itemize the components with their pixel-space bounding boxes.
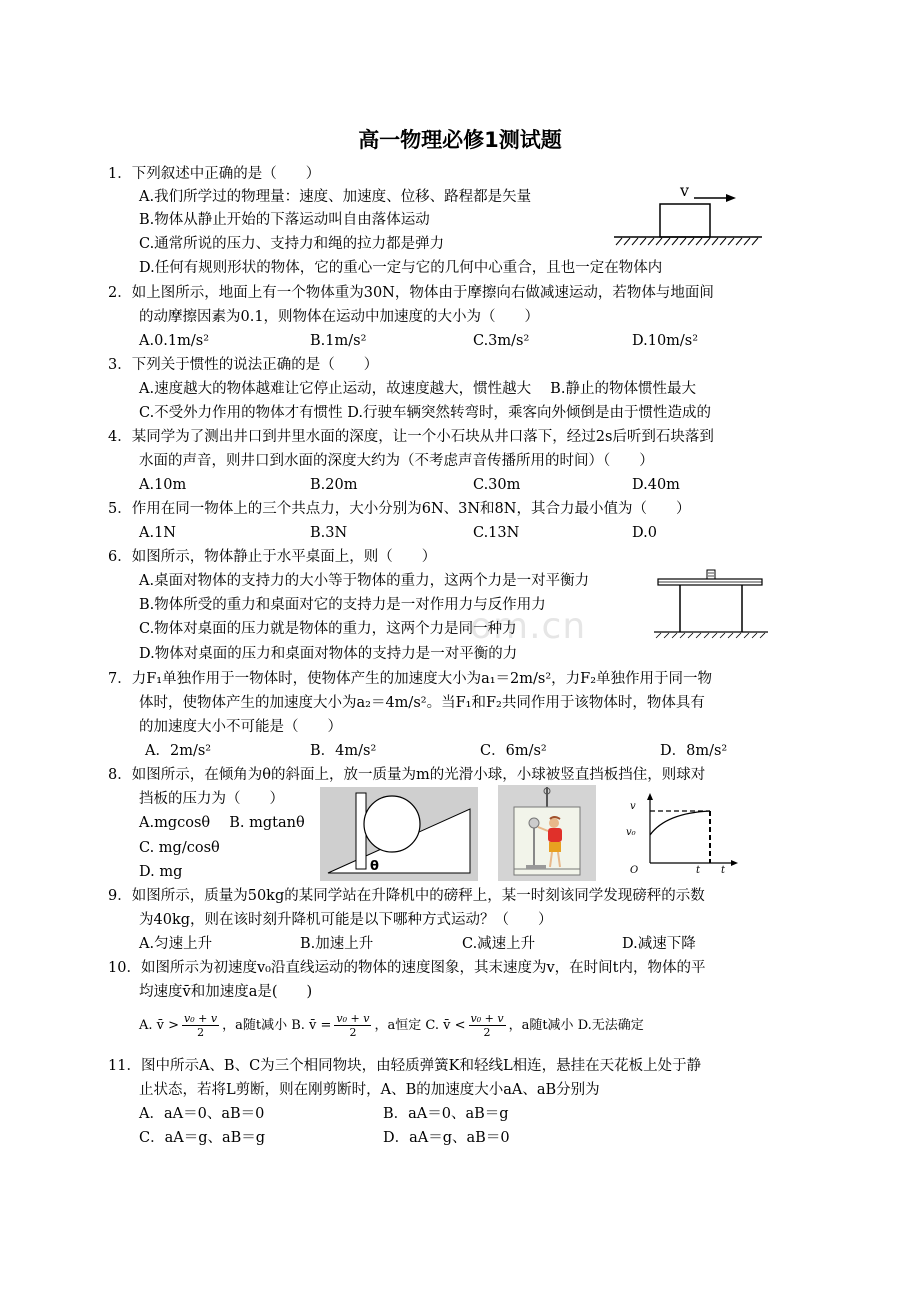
q7-option-c: C．6m/s² (480, 743, 547, 759)
graph-v-label: v (630, 801, 636, 812)
q4-option-b: B.20m (310, 477, 358, 493)
question-7-cont2: 的加速度大小不可能是（ ） (139, 719, 342, 735)
q10-options (139, 1012, 644, 1039)
incline-ball-figure (320, 787, 478, 881)
q6-option-c: C.物体对桌面的压力就是物体的重力，这两个力是同一种力 (139, 621, 517, 637)
q4-option-c: C.30m (473, 477, 521, 493)
graph-v0-label: v₀ (626, 827, 636, 838)
question-11: 11．图中所示A、B、C为三个相同物块，由轻质弹簧K和轻线L相连，悬挂在天花板上处于静 (108, 1058, 702, 1074)
q2-option-d: D.10m/s² (632, 333, 699, 349)
q5-option-b: B.3N (310, 525, 348, 541)
watermark: om.cn (470, 606, 587, 647)
q6-option-a: A.桌面对物体的支持力的大小等于物体的重力，这两个力是一对平衡力 (139, 573, 590, 589)
elevator-scale-figure (498, 785, 596, 881)
question-10: 10．如图所示为初速度v₀沿直线运动的物体的速度图象，其末速度为v，在时间t内，物体的平 (108, 960, 706, 976)
q11-option-d: D．aA＝g、aB＝0 (383, 1130, 510, 1146)
question-9: 9．如图所示，质量为50kg的某同学站在升降机中的磅秤上，某一时刻该同学发现磅秤的示数 (108, 888, 705, 904)
question-3: 3．下列关于惯性的说法正确的是（ ） (108, 357, 379, 373)
q9-option-b: B.加速上升 (300, 936, 374, 952)
q3-options-ab: A.速度越大的物体越难让它停止运动，故速度越大，惯性越大 B.静止的物体惯性最大 (139, 381, 696, 397)
graph-t-axis-label: t (721, 865, 726, 876)
q7-option-b: B．4m/s² (310, 743, 377, 759)
table-figure (650, 566, 772, 640)
q9-option-a: A.匀速上升 (139, 936, 213, 952)
q11-option-a: A．aA＝0、aB＝0 (139, 1106, 265, 1122)
question-6: 6．如图所示，物体静止于水平桌面上，则（ ） (108, 549, 437, 565)
question-4-cont: 水面的声音，则井口到水面的深度大约为（不考虑声音传播所用的时间）（ ） (139, 453, 654, 469)
question-9-cont: 为40kg，则在该时刻升降机可能是以下哪种方式运动？（ ） (139, 912, 553, 928)
q1-option-c: C.通常所说的压力、支持力和绳的拉力都是弹力 (139, 236, 445, 252)
q11-option-c: C．aA＝g、aB＝g (139, 1130, 266, 1146)
q6-option-d: D.物体对桌面的压力和桌面对物体的支持力是一对平衡的力 (139, 646, 518, 662)
question-4: 4．某同学为了测出井口到井里水面的深度，让一个小石块从井口落下，经过2s后听到石块落到 (108, 429, 714, 445)
q2-option-a: A.0.1m/s² (139, 333, 210, 349)
question-5: 5．作用在同一物体上的三个共点力，大小分别为6N、3N和8N，其合力最小值为（ ） (108, 501, 691, 517)
page-title: 高一物理必修1测试题 (358, 128, 562, 152)
q10-option-d: D.无法确定 (577, 1018, 644, 1033)
velocity-time-graph (620, 791, 740, 877)
q6-option-b: B.物体所受的重力和桌面对它的支持力是一对作用力与反作用力 (139, 597, 546, 613)
q3-options-cd: C.不受外力作用的物体才有惯性 D.行驶车辆突然转弯时，乘客向外倾倒是由于惯性造成的 (139, 405, 712, 421)
q8-option-d: D. mg (139, 864, 183, 880)
question-7: 7．力F₁单独作用于一物体时，使物体产生的加速度大小为a₁＝2m/s²，力F₂单独作用于同一物 (108, 671, 713, 687)
q9-option-d: D.减速下降 (622, 936, 696, 952)
angle-label: θ (370, 859, 379, 874)
q10-option-a: A. v̄ > $\frac{\text{v₀ + v}}{2}$ ，a随t减小 (139, 1012, 288, 1039)
q1-option-d: D.任何有规则形状的物体，它的重心一定与它的几何中心重合，且也一定在物体内 (139, 260, 663, 276)
question-8-cont: 挡板的压力为（ ） (139, 791, 284, 807)
graph-t-label: t (696, 865, 701, 876)
graph-origin-label: O (630, 865, 639, 876)
question-2: 2．如上图所示，地面上有一个物体重为30N，物体由于摩擦向右做减速运动，若物体与地面间 (108, 285, 714, 301)
q10-option-b: B. v̄ = $\frac{\text{v₀ + v}}{2}$ ，a恒定 (291, 1012, 422, 1039)
question-8: 8．如图所示，在倾角为θ的斜面上，放一质量为m的光滑小球，小球被竖直挡板挡住，则球对 (108, 767, 706, 783)
question-11-cont: 止状态，若将L剪断，则在刚剪断时，A、B的加速度大小aA、aB分别为 (139, 1082, 600, 1098)
q1-option-b: B.物体从静止开始的下落运动叫自由落体运动 (139, 212, 430, 228)
block-on-ground-figure (610, 180, 770, 250)
q4-option-d: D.40m (632, 477, 680, 493)
q7-option-d: D．8m/s² (660, 743, 728, 759)
q7-option-a: A．2m/s² (145, 743, 212, 759)
q5-option-a: A.1N (139, 525, 176, 541)
q10-option-c: C. v̄ < $\frac{\text{v₀ + v}}{2}$ ，a随t减小 (425, 1012, 574, 1039)
q1-option-a: A.我们所学过的物理量：速度、加速度、位移、路程都是矢量 (139, 189, 532, 205)
question-1: 1．下列叙述中正确的是（ ） (108, 166, 321, 182)
question-10-cont: 均速度v̄和加速度a是( ) (139, 984, 313, 1000)
velocity-label: v (680, 181, 690, 200)
q5-option-c: C.13N (473, 525, 520, 541)
question-7-cont: 体时，使物体产生的加速度大小为a₂＝4m/s²。当F₁和F₂共同作用于该物体时，物体具有 (139, 695, 705, 711)
q2-option-c: C.3m/s² (473, 333, 530, 349)
q8-option-c: C. mg/cosθ (139, 840, 220, 856)
q2-option-b: B.1m/s² (310, 333, 367, 349)
question-2-cont: 的动摩擦因素为0.1，则物体在运动中加速度的大小为（ ） (139, 309, 540, 325)
q4-option-a: A.10m (139, 477, 187, 493)
q5-option-d: D.0 (632, 525, 657, 541)
q11-option-b: B．aA＝0、aB＝g (383, 1106, 509, 1122)
q8-options-ab: A.mgcosθ B. mgtanθ (139, 815, 305, 831)
q9-option-c: C.减速上升 (462, 936, 536, 952)
